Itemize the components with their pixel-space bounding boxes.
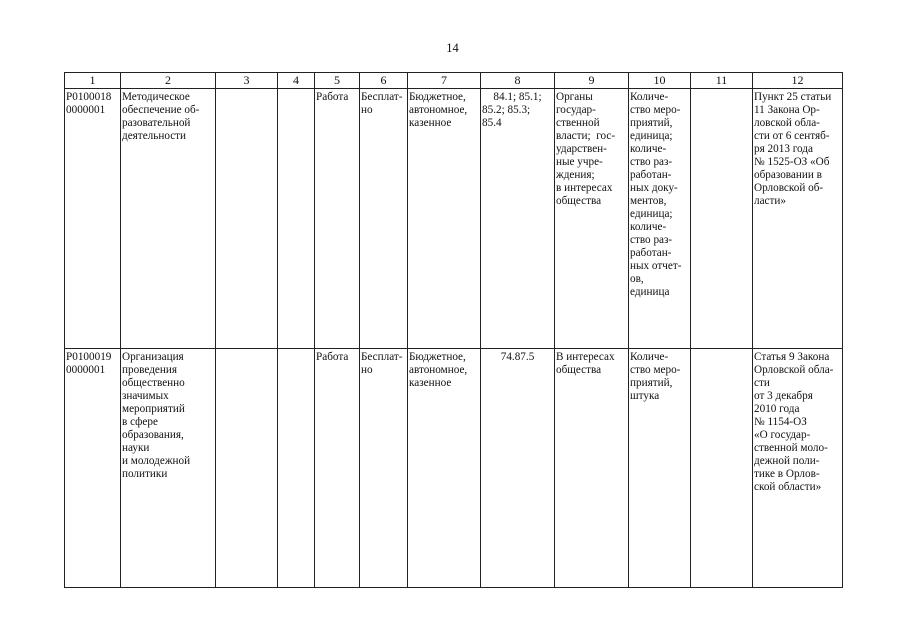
legal-basis-line: Орловской об- — [754, 182, 824, 194]
header-cell: 6 — [360, 73, 408, 89]
service-name-line: в сфере — [122, 416, 158, 428]
legal-basis-line: Статья 9 Закона — [754, 351, 830, 363]
legal-basis-line: сти от 6 сентяб- — [754, 130, 830, 142]
table-row — [65, 89, 843, 349]
institution-line: казенное — [409, 377, 452, 389]
legal-basis-line: Пункт 25 статьи — [754, 91, 832, 103]
okved-line: 85.4 — [482, 117, 502, 129]
legal-basis-line: ловской обла- — [754, 117, 820, 129]
institution-type-cell — [408, 349, 481, 588]
code-line: Р0100019 — [66, 351, 112, 363]
header-cell: 2 — [121, 73, 216, 89]
indicators-line: Количе- — [630, 351, 669, 363]
code-line: Р0100018 — [66, 91, 112, 103]
legal-basis-line: тике в Орлов- — [754, 468, 820, 480]
services-registry-table — [64, 72, 843, 588]
empty-cell — [691, 89, 753, 349]
header-cell: 1 — [65, 73, 121, 89]
okved-cell — [481, 349, 555, 588]
indicators-cell — [629, 349, 691, 588]
okved-cell — [481, 89, 555, 349]
service-name-line: проведения — [122, 364, 177, 376]
header-cell: 5 — [315, 73, 360, 89]
consumers-line: ждения; — [556, 169, 595, 181]
payment-line: Бесплат- — [361, 351, 403, 363]
indicators-line: количе- — [630, 143, 667, 155]
indicators-line: приятий, — [630, 117, 673, 129]
header-cell: 8 — [481, 73, 555, 89]
legal-basis-line: ской области» — [754, 481, 822, 493]
indicators-line: Количе- — [630, 91, 669, 103]
header-cell: 7 — [408, 73, 481, 89]
indicators-line: количе- — [630, 221, 667, 233]
legal-basis-cell — [753, 89, 843, 349]
service-name-line: Организация — [122, 351, 184, 363]
service-name-line: деятельности — [122, 130, 187, 142]
header-cell: 11 — [691, 73, 753, 89]
indicators-line: единица; — [630, 208, 673, 220]
indicators-line: ментов, — [630, 195, 667, 207]
indicators-line: ство раз- — [630, 156, 673, 168]
legal-basis-line: сти — [754, 377, 770, 389]
payment-line: но — [361, 364, 373, 376]
empty-cell — [278, 349, 315, 588]
legal-basis-line: «О государ- — [754, 429, 811, 441]
okved-line: 85.2; 85.3; — [482, 104, 531, 116]
service-name-line: мероприятий — [122, 403, 185, 415]
indicators-line: работан- — [630, 169, 672, 181]
legal-basis-line: № 1525-ОЗ «Об — [754, 156, 830, 168]
indicators-line: приятий, — [630, 377, 673, 389]
service-name-line: разовательной — [122, 117, 191, 129]
payment-cell — [360, 89, 408, 349]
service-name-cell — [121, 349, 216, 588]
consumers-line: ственной — [556, 117, 600, 129]
header-cell: 12 — [753, 73, 843, 89]
service-name-line: значимых — [122, 390, 169, 402]
service-name-cell — [121, 89, 216, 349]
page-number: 14 — [446, 41, 459, 55]
table-row — [65, 349, 843, 588]
table-header-row — [65, 73, 843, 89]
empty-cell — [216, 89, 278, 349]
legal-basis-line: ря 2013 года — [754, 143, 813, 155]
service-name-line: обеспечение об- — [122, 104, 200, 116]
indicators-line: ов, — [630, 273, 644, 285]
legal-basis-cell — [753, 349, 843, 588]
consumers-line: ударствен- — [556, 143, 607, 155]
institution-type-cell — [408, 89, 481, 349]
payment-line: Бесплат- — [361, 91, 403, 103]
okved-line: 74.87.5 — [500, 351, 535, 363]
service-name-line: науки — [122, 442, 150, 454]
consumers-line: общества — [556, 364, 602, 376]
institution-line: Бюджетное, — [409, 91, 466, 103]
legal-basis-line: от 3 декабря — [754, 390, 813, 402]
payment-line: но — [361, 104, 373, 116]
service-name-line: политики — [122, 468, 168, 480]
legal-basis-line: № 1154-ОЗ — [754, 416, 807, 428]
code-line: 0000001 — [66, 364, 106, 376]
legal-basis-line: 2010 года — [754, 403, 800, 415]
service-name-line: общественно — [122, 377, 185, 389]
code-cell — [65, 349, 121, 588]
header-cell: 9 — [555, 73, 629, 89]
indicators-line: ных отчет- — [630, 260, 682, 272]
code-cell — [65, 89, 121, 349]
consumers-line: В интересах — [556, 351, 615, 363]
institution-line: автономное, — [409, 104, 468, 116]
header-cell: 10 — [629, 73, 691, 89]
payment-cell — [360, 349, 408, 588]
consumers-cell — [555, 349, 629, 588]
indicators-line: ство меро- — [630, 104, 681, 116]
legal-basis-line: ственной моло- — [754, 442, 828, 454]
indicators-line: ство меро- — [630, 364, 681, 376]
consumers-line: государ- — [556, 104, 596, 116]
code-line: 0000001 — [66, 104, 106, 116]
indicators-line: штука — [630, 390, 660, 402]
service-name-line: и молодежной — [122, 455, 191, 467]
empty-cell — [278, 89, 315, 349]
indicators-line: ство раз- — [630, 234, 673, 246]
type-cell: Работа — [315, 89, 360, 349]
indicators-line: ных доку- — [630, 182, 678, 194]
legal-basis-line: дежной поли- — [754, 455, 820, 467]
service-name-line: образования, — [122, 429, 184, 441]
legal-basis-line: 11 Закона Ор- — [754, 104, 820, 116]
header-cell: 3 — [216, 73, 278, 89]
type-cell: Работа — [315, 349, 360, 588]
indicators-line: работан- — [630, 247, 672, 259]
indicators-cell — [629, 89, 691, 349]
legal-basis-line: образовании в — [754, 169, 822, 181]
empty-cell — [216, 349, 278, 588]
legal-basis-line: ласти» — [754, 195, 786, 207]
empty-cell — [691, 349, 753, 588]
header-cell: 4 — [278, 73, 315, 89]
consumers-line: Органы — [556, 91, 593, 103]
indicators-line: единица; — [630, 130, 673, 142]
institution-line: автономное, — [409, 364, 468, 376]
consumers-line: власти; гос- — [556, 130, 616, 142]
consumers-line: ные учре- — [556, 156, 603, 168]
indicators-line: единица — [630, 286, 670, 298]
legal-basis-line: Орловской обла- — [754, 364, 834, 376]
institution-line: Бюджетное, — [409, 351, 466, 363]
okved-line: 84.1; 85.1; — [493, 91, 542, 103]
consumers-cell — [555, 89, 629, 349]
institution-line: казенное — [409, 117, 452, 129]
consumers-line: общества — [556, 195, 602, 207]
consumers-line: в интересах — [556, 182, 613, 194]
service-name-line: Методическое — [122, 91, 190, 103]
